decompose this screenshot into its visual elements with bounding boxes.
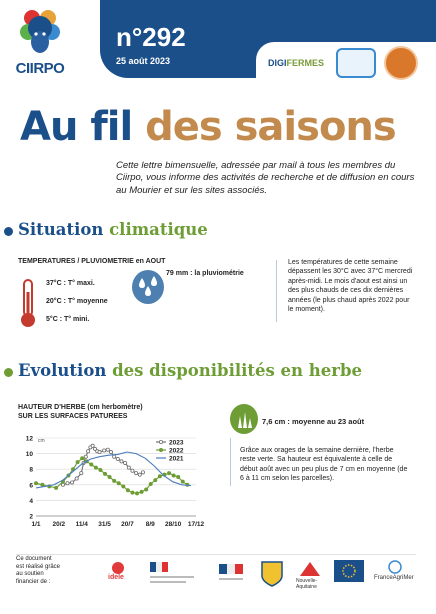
divider bbox=[230, 438, 231, 486]
republique-logo bbox=[216, 560, 246, 588]
temp-max: 37°C : T° maxi. bbox=[46, 280, 95, 287]
temperature-heading: TEMPERATURES / PLUVIOMETRIE en AOUT bbox=[18, 258, 166, 265]
x-tick-label: 8/9 bbox=[145, 521, 155, 528]
partner-badge-icon bbox=[336, 48, 376, 78]
data-point-2022 bbox=[149, 482, 152, 485]
section1-title-a: Situation bbox=[18, 220, 104, 239]
region-shield-icon bbox=[260, 560, 284, 588]
data-point-2022 bbox=[126, 489, 129, 492]
ministry-logo bbox=[148, 560, 198, 588]
sheep-logo-icon bbox=[20, 8, 60, 56]
data-point-2022 bbox=[76, 461, 79, 464]
issue-date: 25 août 2023 bbox=[116, 56, 171, 66]
data-point-2023 bbox=[131, 469, 134, 472]
footer-line-3: au soutien bbox=[16, 571, 44, 577]
legend-marker-2022 bbox=[159, 448, 162, 451]
idele-logo bbox=[88, 560, 130, 588]
data-point-2023 bbox=[87, 450, 90, 453]
section-bullet bbox=[4, 227, 13, 236]
section2-title-a: Evolution bbox=[18, 361, 107, 380]
x-tick-label: 17/12 bbox=[187, 521, 205, 528]
temp-avg: 20°C : T° moyenne bbox=[46, 298, 108, 305]
franceagrimer-label: FranceAgriMer bbox=[374, 575, 414, 581]
footer-divider bbox=[16, 554, 416, 555]
data-point-2022 bbox=[158, 475, 161, 478]
footer-line-1: Ce document bbox=[16, 556, 52, 562]
data-point-2023 bbox=[109, 450, 112, 453]
y-tick-label: 6 bbox=[29, 482, 33, 490]
data-point-2022 bbox=[103, 472, 106, 475]
data-point-2022 bbox=[117, 482, 120, 485]
rain-drops-icon bbox=[132, 270, 164, 304]
data-point-2022 bbox=[131, 491, 134, 494]
thermometer-icon bbox=[18, 278, 38, 328]
x-tick-label: 1/1 bbox=[31, 521, 41, 528]
divider bbox=[276, 260, 277, 322]
footer-text bbox=[16, 556, 60, 586]
legend-label-2023: 2023 bbox=[169, 439, 184, 447]
data-point-2022 bbox=[154, 479, 157, 482]
franceagrimer-logo bbox=[372, 560, 418, 588]
grass-icon bbox=[230, 404, 258, 434]
issue-number: n°292 bbox=[116, 22, 186, 52]
data-point-2022 bbox=[113, 479, 116, 482]
header bbox=[0, 0, 436, 78]
data-point-2023 bbox=[127, 466, 130, 469]
chart-heading bbox=[18, 404, 143, 422]
data-point-2023 bbox=[84, 455, 87, 458]
data-point-2022 bbox=[181, 480, 184, 483]
data-point-2022 bbox=[90, 463, 93, 466]
section-title-grass bbox=[18, 361, 362, 380]
data-point-2022 bbox=[94, 466, 97, 469]
grass-commentary: Grâce aux orages de la semaine dernière, l'herbe reste verte. Sa hauteur est équivalente à celle de début août avec un peu plus de 7 cm en moyenne (de 6 à 11 cm selon les parcelles). bbox=[240, 447, 408, 483]
x-tick-label: 31/5 bbox=[98, 521, 111, 528]
data-point-2022 bbox=[41, 483, 44, 486]
data-point-2023 bbox=[103, 449, 106, 452]
data-point-2022 bbox=[55, 486, 58, 489]
legend-marker-2023 bbox=[159, 440, 162, 443]
data-point-2022 bbox=[140, 490, 143, 493]
title-part1: Au fil bbox=[20, 104, 133, 150]
partner-seal-icon bbox=[384, 46, 418, 80]
legend-label-2021: 2021 bbox=[169, 455, 184, 463]
section1-title-b: climatique bbox=[109, 220, 208, 239]
x-tick-label: 20/2 bbox=[52, 521, 66, 528]
data-point-2022 bbox=[34, 482, 37, 485]
nouvelle-aquitaine-label: Nouvelle-Aquitaine bbox=[296, 578, 318, 590]
data-point-2023 bbox=[138, 473, 141, 476]
data-point-2023 bbox=[66, 482, 69, 485]
footer-line-4: financier de : bbox=[16, 578, 51, 585]
data-point-2022 bbox=[81, 457, 84, 460]
digifermes-logo bbox=[268, 58, 324, 68]
nouvelle-aquitaine-logo bbox=[296, 560, 324, 588]
data-point-2023 bbox=[71, 481, 74, 484]
data-point-2023 bbox=[120, 460, 123, 463]
intro-text: Cette lettre bimensuelle, adressée par mail à tous les membres du Ciirpo, vous informe des activités de recherche et de diffusion en cours au Mourier et sur les sites associés. bbox=[116, 160, 415, 196]
x-tick-label: 28/10 bbox=[165, 521, 182, 528]
eu-flag-icon bbox=[334, 560, 364, 588]
title-part2: des saisons bbox=[145, 104, 396, 150]
ciirpo-logo bbox=[14, 8, 66, 80]
y-tick-label: 12 bbox=[25, 435, 33, 443]
data-point-2022 bbox=[99, 468, 102, 471]
legend-label-2022: 2022 bbox=[169, 447, 184, 455]
data-point-2022 bbox=[122, 485, 125, 488]
digifermes-part2: FERMES bbox=[286, 58, 325, 68]
data-point-2022 bbox=[172, 474, 175, 477]
data-point-2023 bbox=[75, 477, 78, 480]
x-tick-label: 20/7 bbox=[121, 521, 134, 528]
data-point-2023 bbox=[116, 457, 119, 460]
grass-height-chart bbox=[16, 432, 206, 532]
page-title bbox=[20, 104, 396, 150]
idele-logo-label: idele bbox=[108, 574, 124, 581]
climate-commentary: Les températures de cette semaine dépassent les 30°C avec 37°C mercredi après-midi. Le mois d'aout est ainsi un des plus chauds de ces dix dernières années (le plus chaud après 2022 pour le moment). bbox=[288, 259, 413, 314]
section-title-climate bbox=[18, 220, 208, 239]
y-tick-label: 10 bbox=[25, 451, 33, 459]
data-point-2022 bbox=[108, 475, 111, 478]
data-point-2023 bbox=[113, 455, 116, 458]
y-tick-label: 4 bbox=[29, 497, 33, 505]
data-point-2023 bbox=[124, 461, 127, 464]
rainfall-value: 79 mm : la pluviométrie bbox=[166, 270, 244, 277]
section2-title-b: des disponibilités en herbe bbox=[112, 361, 363, 380]
data-point-2022 bbox=[167, 472, 170, 475]
y-tick-label: 8 bbox=[29, 466, 33, 474]
section-bullet bbox=[4, 368, 13, 377]
data-point-2023 bbox=[141, 471, 144, 474]
y-tick-label: 2 bbox=[29, 513, 33, 521]
chart-heading-line1: HAUTEUR D'HERBE (cm herbomètre) bbox=[18, 404, 143, 411]
chart-heading-line2: SUR LES SURFACES PATUREES bbox=[18, 412, 128, 420]
y-axis-unit: cm bbox=[38, 438, 45, 444]
data-point-2022 bbox=[135, 492, 138, 495]
data-point-2023 bbox=[80, 472, 83, 475]
data-point-2023 bbox=[135, 472, 138, 475]
temp-min: 5°C : T° mini. bbox=[46, 316, 90, 323]
x-tick-label: 11/4 bbox=[75, 521, 88, 528]
data-point-2022 bbox=[177, 475, 180, 478]
data-point-2023 bbox=[91, 444, 94, 447]
data-point-2023 bbox=[61, 483, 64, 486]
data-point-2022 bbox=[145, 488, 148, 491]
digifermes-part1: DIGI bbox=[268, 58, 287, 68]
data-point-2023 bbox=[98, 450, 101, 453]
grass-average: 7,6 cm : moyenne au 23 août bbox=[262, 417, 365, 426]
brand-name: CIIRPO bbox=[15, 60, 65, 77]
footer-line-2: est réalisé grâce bbox=[16, 563, 61, 570]
data-point-2023 bbox=[106, 448, 109, 451]
